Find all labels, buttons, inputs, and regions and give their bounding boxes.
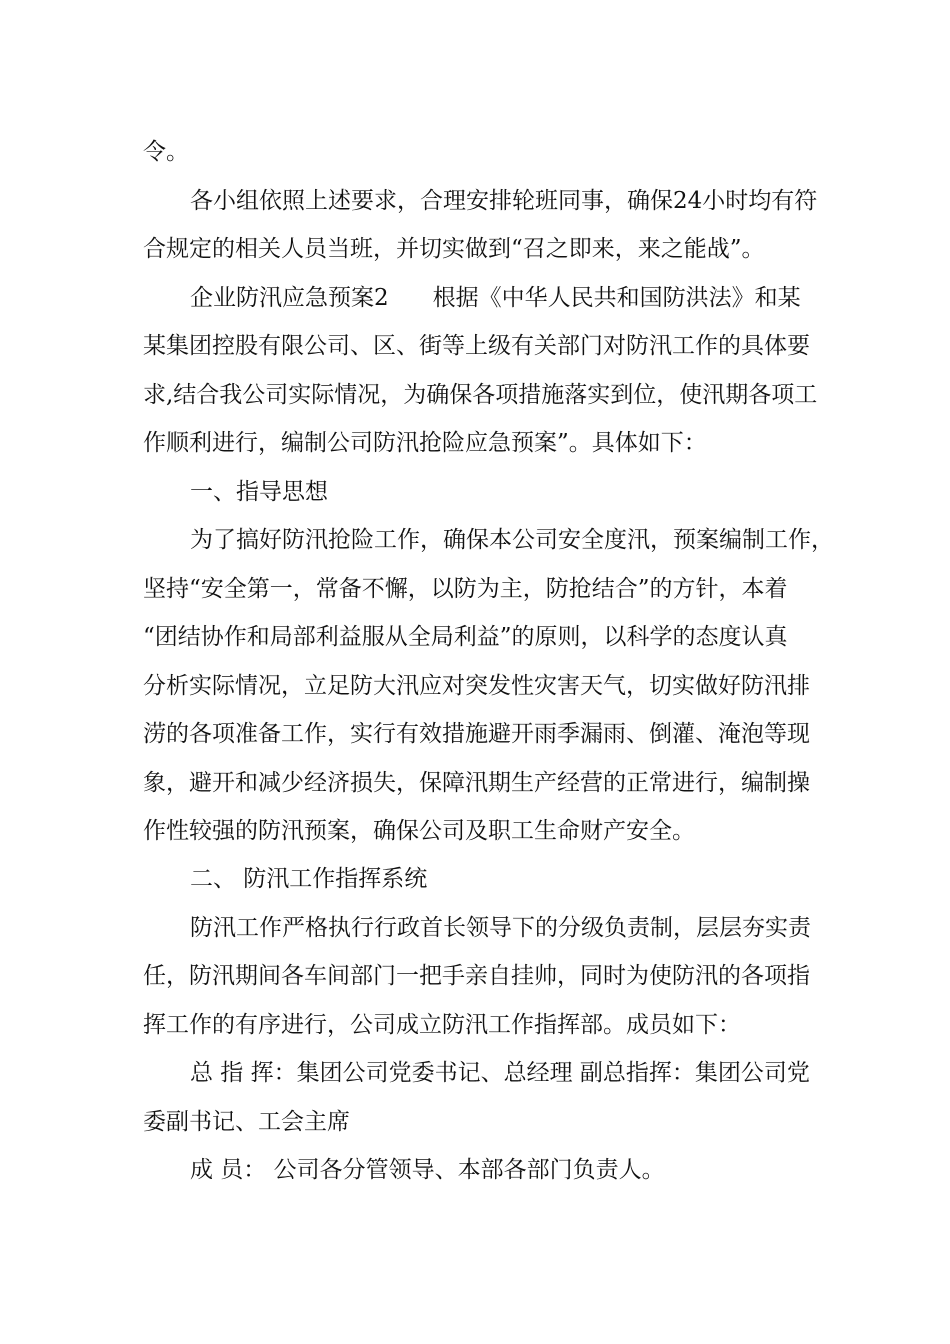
section-heading: 一、指导思想 (190, 479, 328, 505)
text-line: 求,结合我公司实际情况，为确保各项措施落实到位，使汛期各项工 (143, 382, 818, 408)
text-line: 合规定的相关人员当班，并切实做到“召之即来，来之能战”。 (143, 236, 765, 262)
text-line: 防汛工作严格执行行政首长领导下的分级负责制，层层夯实责 (190, 915, 811, 941)
text-line: 象，避开和减少经济损失，保障汛期生产经营的正常进行，编制操 (143, 770, 810, 796)
text-line: 分析实际情况，立足防大汛应对突发性灾害天气，切实做好防汛排 (143, 673, 810, 699)
section-heading: 二、 防汛工作指挥系统 (190, 866, 428, 892)
heading-text: 企业防汛应急预案2 (190, 285, 389, 311)
text-line: 作顺利进行，编制公司防汛抢险应急预案”。具体如下： (143, 430, 707, 456)
text-line: 总 指 挥：集团公司党委书记、总经理 副总指挥：集团公司党 (190, 1060, 810, 1086)
text-line: 任，防汛期间各车间部门一把手亲自挂帅，同时为使防汛的各项指 (143, 963, 810, 989)
text-line: 为了搞好防汛抢险工作，确保本公司安全度汛，预案编制工作， (190, 527, 834, 553)
text-line: 各小组依照上述要求，合理安排轮班同事，确保24小时均有符 (190, 188, 818, 214)
text-line: 挥工作的有序进行，公司成立防汛工作指挥部。成员如下： (143, 1012, 741, 1038)
text-line: 令。 (143, 139, 189, 165)
text-line: 作性较强的防汛预案，确保公司及职工生命财产安全。 (143, 818, 695, 844)
text-line: “团结协作和局部利益服从全局利益”的原则，以科学的态度认真 (143, 624, 788, 650)
paragraph-text: 根据《中华人民共和国防洪法》和某 (432, 285, 801, 311)
text-line: 委副书记、工会主席 (143, 1109, 350, 1135)
text-line: 涝的各项准备工作，实行有效措施避开雨季漏雨、倒灌、淹泡等现 (143, 721, 810, 747)
text-line: 成 员： 公司各分管领导、本部各部门负责人。 (190, 1157, 665, 1183)
section-line (190, 283, 801, 313)
text-line: 坚持“安全第一，常备不懈，以防为主，防抢结合”的方针，本着 (143, 576, 788, 602)
text-line: 某集团控股有限公司、区、街等上级有关部门对防汛工作的具体要 (143, 333, 810, 359)
